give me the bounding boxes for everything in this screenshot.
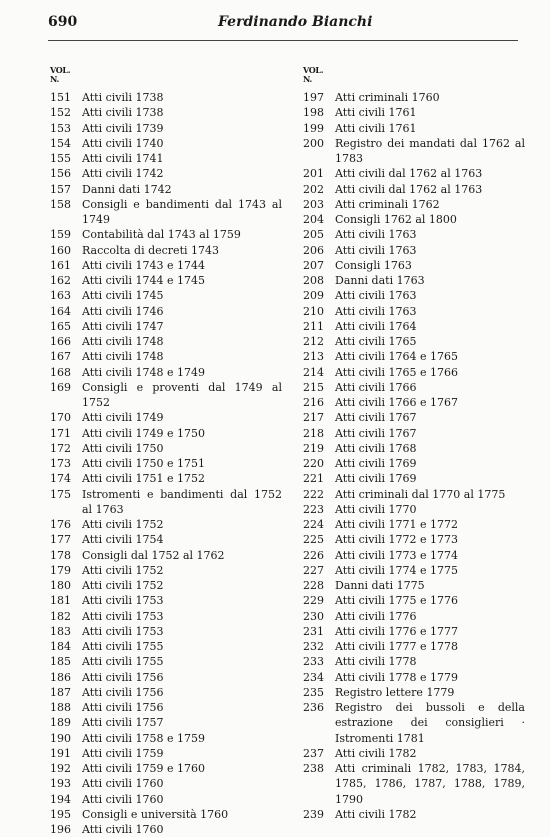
volume-number: 224 xyxy=(303,518,324,531)
volume-description: Atti civili 1765 e 1766 xyxy=(335,365,459,379)
volume-description: Atti civili 1747 xyxy=(82,319,164,333)
volume-number: 230 xyxy=(303,609,324,623)
inventory-entry xyxy=(50,136,282,151)
volume-number: 199 xyxy=(303,121,324,135)
inventory-entry xyxy=(50,822,282,837)
volume-description: Atti civili 1761 xyxy=(335,106,417,120)
column-head xyxy=(303,66,525,84)
volume-description: Atti civili 1763 xyxy=(335,228,417,242)
volume-description: Atti civili 1775 e 1776 xyxy=(335,594,459,608)
inventory-entry xyxy=(303,319,525,334)
volume-number: 191 xyxy=(50,746,71,760)
volume-number: 194 xyxy=(50,792,71,806)
volume-number: 179 xyxy=(50,563,71,577)
volume-description: Consigli 1762 al 1800 xyxy=(335,213,457,226)
column-head-vol: VOL. xyxy=(303,65,324,75)
volume-description: Atti civili 1764 xyxy=(335,319,417,333)
volume-description: Consigli e bandimenti dal 1743 al 1749 xyxy=(82,197,282,226)
volume-number: 208 xyxy=(303,274,324,287)
inventory-entry xyxy=(303,395,525,410)
inventory-entry xyxy=(303,365,525,380)
inventory-entry xyxy=(50,151,282,166)
volume-number: 221 xyxy=(303,472,324,486)
volume-number: 205 xyxy=(303,228,324,242)
volume-number: 152 xyxy=(50,106,71,120)
volume-description: Registro lettere 1779 xyxy=(335,685,455,699)
volume-description: Atti civili 1771 e 1772 xyxy=(335,518,459,531)
volume-description: Atti civili 1778 xyxy=(335,655,417,669)
volume-number: 219 xyxy=(303,441,324,455)
volume-number: 189 xyxy=(50,716,71,730)
volume-description: Atti criminali dal 1770 al 1775 xyxy=(335,487,506,501)
volume-description: Atti civili 1741 xyxy=(82,152,164,165)
volume-description: Atti civili 1738 xyxy=(82,106,164,120)
inventory-entry xyxy=(303,380,525,395)
inventory-entry xyxy=(303,563,525,578)
volume-description: Atti civili 1757 xyxy=(82,716,164,730)
volume-description: Atti civili 1758 e 1759 xyxy=(82,731,206,745)
volume-description: Atti civili 1767 xyxy=(335,411,417,425)
volume-description: Atti civili 1769 xyxy=(335,457,417,470)
volume-description: Atti civili 1773 e 1774 xyxy=(335,548,459,562)
volume-description: Atti civili 1739 xyxy=(82,121,164,135)
inventory-entry xyxy=(50,426,282,441)
volume-description: Atti civili 1782 xyxy=(335,807,417,821)
volume-description: Atti civili 1763 xyxy=(335,243,417,257)
volume-number: 163 xyxy=(50,289,71,303)
inventory-entry xyxy=(50,349,282,364)
volume-description: Atti civili 1753 xyxy=(82,594,164,608)
volume-number: 200 xyxy=(303,136,324,150)
volume-number: 220 xyxy=(303,457,324,470)
volume-number: 151 xyxy=(50,91,71,104)
inventory-entry xyxy=(303,471,525,486)
volume-description: Atti civili 1745 xyxy=(82,289,164,303)
inventory-entry xyxy=(303,105,525,120)
left-column xyxy=(50,66,282,837)
volume-number: 222 xyxy=(303,487,324,501)
column-head xyxy=(50,66,282,84)
inventory-entry xyxy=(50,288,282,303)
volume-description: Atti civili 1744 e 1745 xyxy=(82,274,206,287)
volume-number: 229 xyxy=(303,594,324,608)
right-column xyxy=(303,66,525,822)
inventory-entry xyxy=(303,227,525,242)
volume-number: 214 xyxy=(303,365,324,379)
volume-description: Atti civili dal 1762 al 1763 xyxy=(335,167,483,181)
volume-number: 201 xyxy=(303,167,324,181)
inventory-entry xyxy=(50,365,282,380)
inventory-entry xyxy=(50,563,282,578)
inventory-entry xyxy=(303,807,525,822)
volume-number: 173 xyxy=(50,457,71,470)
volume-description: Atti civili 1749 xyxy=(82,411,164,425)
inventory-entry xyxy=(50,90,282,105)
volume-number: 202 xyxy=(303,182,324,196)
volume-number: 157 xyxy=(50,182,71,196)
inventory-entry xyxy=(303,517,525,532)
inventory-entry xyxy=(303,670,525,685)
volume-description: Raccolta di decreti 1743 xyxy=(82,243,219,257)
volume-number: 166 xyxy=(50,335,71,348)
volume-description: Atti civili 1774 e 1775 xyxy=(335,563,459,577)
volume-description: Atti civili 1753 xyxy=(82,624,164,638)
volume-number: 153 xyxy=(50,121,71,135)
inventory-entry xyxy=(303,578,525,593)
volume-number: 159 xyxy=(50,228,71,242)
volume-number: 237 xyxy=(303,746,324,760)
volume-number: 162 xyxy=(50,274,71,287)
inventory-entry xyxy=(50,197,282,228)
volume-description: Danni dati 1775 xyxy=(335,579,425,592)
inventory-entry xyxy=(303,410,525,425)
volume-number: 238 xyxy=(303,762,324,775)
volume-number: 231 xyxy=(303,624,324,638)
volume-number: 158 xyxy=(50,197,71,211)
volume-number: 232 xyxy=(303,640,324,653)
volume-number: 190 xyxy=(50,731,71,745)
volume-description: Atti civili 1760 xyxy=(82,792,164,806)
volume-number: 228 xyxy=(303,579,324,592)
inventory-entry xyxy=(50,121,282,136)
volume-description: Atti criminali 1760 xyxy=(335,91,440,104)
inventory-entry xyxy=(50,654,282,669)
inventory-entry xyxy=(303,654,525,669)
volume-description: Atti civili 1750 xyxy=(82,441,164,455)
inventory-entry xyxy=(303,593,525,608)
volume-description: Consigli e università 1760 xyxy=(82,807,229,821)
inventory-entry xyxy=(303,212,525,227)
inventory-entry xyxy=(50,609,282,624)
volume-description: Atti civili 1752 xyxy=(82,579,164,592)
inventory-entry xyxy=(50,273,282,288)
inventory-entry xyxy=(50,166,282,181)
inventory-entry xyxy=(50,761,282,776)
inventory-entry xyxy=(50,243,282,258)
volume-number: 227 xyxy=(303,563,324,577)
volume-description: Atti civili 1749 e 1750 xyxy=(82,426,206,440)
volume-number: 196 xyxy=(50,823,71,836)
volume-description: Atti civili 1760 xyxy=(82,777,164,791)
volume-description: Atti civili 1769 xyxy=(335,472,417,486)
volume-description: Atti civili 1756 xyxy=(82,701,164,714)
volume-number: 181 xyxy=(50,594,71,608)
volume-description: Atti civili 1778 e 1779 xyxy=(335,670,459,684)
volume-description: Atti civili 1766 e 1767 xyxy=(335,396,459,409)
inventory-entry xyxy=(303,426,525,441)
volume-description: Atti civili 1770 xyxy=(335,502,417,516)
column-head-vol: VOL. xyxy=(50,65,71,75)
inventory-entry xyxy=(50,380,282,411)
inventory-entry xyxy=(303,273,525,288)
volume-number: 223 xyxy=(303,502,324,516)
volume-description: Atti civili 1782 xyxy=(335,746,417,760)
volume-number: 178 xyxy=(50,548,71,562)
volume-description: Atti civili 1768 xyxy=(335,441,417,455)
volume-number: 188 xyxy=(50,701,71,714)
volume-number: 195 xyxy=(50,807,71,821)
volume-number: 180 xyxy=(50,579,71,592)
volume-number: 226 xyxy=(303,548,324,562)
volume-description: Atti civili 1740 xyxy=(82,136,164,150)
volume-number: 155 xyxy=(50,152,71,165)
volume-description: Atti civili dal 1762 al 1763 xyxy=(335,182,483,196)
volume-number: 169 xyxy=(50,380,71,394)
volume-description: Atti civili 1748 xyxy=(82,350,164,364)
volume-number: 192 xyxy=(50,762,71,775)
volume-description: Atti civili 1756 xyxy=(82,685,164,699)
volume-description: Atti civili 1759 xyxy=(82,746,164,760)
header-rule xyxy=(48,40,518,41)
inventory-entry xyxy=(50,593,282,608)
inventory-entry xyxy=(50,578,282,593)
inventory-entry xyxy=(50,334,282,349)
inventory-entry xyxy=(50,746,282,761)
volume-description: Atti civili 1743 e 1744 xyxy=(82,258,206,272)
volume-description: Atti civili 1742 xyxy=(82,167,164,181)
volume-number: 154 xyxy=(50,136,71,150)
inventory-entry xyxy=(50,304,282,319)
volume-description: Atti civili 1753 xyxy=(82,609,164,623)
inventory-entry xyxy=(50,517,282,532)
volume-number: 156 xyxy=(50,167,71,181)
column-head-n: N. xyxy=(303,74,312,84)
volume-description: Atti civili 1765 xyxy=(335,335,417,348)
volume-number: 198 xyxy=(303,106,324,120)
volume-description: Atti civili 1761 xyxy=(335,121,417,135)
inventory-entry xyxy=(303,700,525,746)
inventory-entry xyxy=(50,639,282,654)
volume-description: Registro dei mandati dal 1762 al 1783 xyxy=(335,136,525,165)
volume-number: 193 xyxy=(50,777,71,791)
inventory-entry xyxy=(50,471,282,486)
volume-number: 218 xyxy=(303,426,324,440)
volume-number: 211 xyxy=(303,319,324,333)
volume-description: Atti civili 1755 xyxy=(82,655,164,669)
inventory-entry xyxy=(50,456,282,471)
inventory-entry xyxy=(303,746,525,761)
volume-number: 177 xyxy=(50,533,71,547)
volume-number: 160 xyxy=(50,243,71,257)
inventory-entry xyxy=(303,456,525,471)
volume-number: 168 xyxy=(50,365,71,379)
inventory-entry xyxy=(303,136,525,167)
inventory-entry xyxy=(303,288,525,303)
inventory-entry xyxy=(303,349,525,364)
volume-number: 213 xyxy=(303,350,324,364)
volume-description: Atti civili 1759 e 1760 xyxy=(82,762,206,775)
volume-number: 206 xyxy=(303,243,324,257)
volume-number: 172 xyxy=(50,441,71,455)
volume-description: Atti civili 1756 xyxy=(82,670,164,684)
volume-description: Atti criminali 1782, 1783, 1784, 1785, 1786, 1787, 1788, 1789, 1790 xyxy=(335,762,525,806)
volume-description: Atti civili 1752 xyxy=(82,518,164,531)
running-title: Ferdinando Bianchi xyxy=(218,14,373,30)
volume-description: Atti civili 1738 xyxy=(82,91,164,104)
volume-number: 203 xyxy=(303,197,324,211)
volume-number: 170 xyxy=(50,411,71,425)
volume-description: Consigli e proventi dal 1749 al 1752 xyxy=(82,380,282,409)
volume-number: 207 xyxy=(303,258,324,272)
inventory-entry xyxy=(303,90,525,105)
volume-number: 175 xyxy=(50,487,71,501)
volume-number: 235 xyxy=(303,685,324,699)
volume-number: 225 xyxy=(303,533,324,547)
volume-description: Danni dati 1742 xyxy=(82,182,172,196)
inventory-entry xyxy=(50,227,282,242)
volume-number: 185 xyxy=(50,655,71,669)
volume-number: 217 xyxy=(303,411,324,425)
volume-number: 182 xyxy=(50,609,71,623)
volume-description: Atti civili 1766 xyxy=(335,380,417,394)
volume-description: Atti civili 1751 e 1752 xyxy=(82,472,206,486)
inventory-entry xyxy=(303,182,525,197)
volume-description: Atti civili 1760 xyxy=(82,823,164,836)
volume-number: 161 xyxy=(50,258,71,272)
inventory-entry xyxy=(50,105,282,120)
volume-description: Danni dati 1763 xyxy=(335,274,425,287)
inventory-entry xyxy=(50,410,282,425)
volume-number: 210 xyxy=(303,304,324,318)
volume-description: Istromenti e bandimenti dal 1752 al 1763 xyxy=(82,487,282,516)
volume-description: Registro dei bussoli e della estrazione dei consiglieri · Istromenti 1781 xyxy=(335,701,525,745)
volume-description: Atti civili 1776 xyxy=(335,609,417,623)
volume-number: 164 xyxy=(50,304,71,318)
volume-description: Atti civili 1763 xyxy=(335,289,417,303)
inventory-entry xyxy=(303,609,525,624)
inventory-entry xyxy=(303,166,525,181)
volume-number: 197 xyxy=(303,91,324,104)
volume-description: Contabilità dal 1743 al 1759 xyxy=(82,228,241,242)
volume-description: Consigli dal 1752 al 1762 xyxy=(82,548,225,562)
inventory-entry xyxy=(303,258,525,273)
inventory-entry xyxy=(303,685,525,700)
page-header xyxy=(48,14,518,40)
volume-description: Atti civili 1755 xyxy=(82,640,164,653)
inventory-entry xyxy=(50,731,282,746)
inventory-entry xyxy=(303,548,525,563)
inventory-entry xyxy=(50,776,282,791)
volume-number: 171 xyxy=(50,426,71,440)
volume-description: Atti civili 1767 xyxy=(335,426,417,440)
volume-number: 186 xyxy=(50,670,71,684)
volume-description: Atti criminali 1762 xyxy=(335,197,440,211)
inventory-entry xyxy=(303,334,525,349)
volume-number: 234 xyxy=(303,670,324,684)
volume-description: Atti civili 1772 e 1773 xyxy=(335,533,459,547)
inventory-entry xyxy=(303,441,525,456)
volume-description: Atti civili 1748 e 1749 xyxy=(82,365,206,379)
volume-description: Atti civili 1776 e 1777 xyxy=(335,624,459,638)
volume-number: 174 xyxy=(50,472,71,486)
volume-description: Atti civili 1777 e 1778 xyxy=(335,640,459,653)
inventory-entry xyxy=(303,532,525,547)
volume-number: 233 xyxy=(303,655,324,669)
inventory-entry xyxy=(50,319,282,334)
inventory-entry xyxy=(50,258,282,273)
inventory-entry xyxy=(50,700,282,715)
volume-number: 167 xyxy=(50,350,71,364)
volume-number: 209 xyxy=(303,289,324,303)
inventory-entry xyxy=(50,715,282,730)
inventory-entry xyxy=(303,304,525,319)
inventory-entry xyxy=(50,441,282,456)
inventory-entry xyxy=(303,502,525,517)
volume-number: 176 xyxy=(50,518,71,531)
inventory-entry xyxy=(50,792,282,807)
inventory-entry xyxy=(303,243,525,258)
volume-description: Atti civili 1764 e 1765 xyxy=(335,350,459,364)
volume-description: Atti civili 1746 xyxy=(82,304,164,318)
volume-description: Atti civili 1748 xyxy=(82,335,164,348)
inventory-entry xyxy=(50,532,282,547)
inventory-entry xyxy=(303,761,525,807)
volume-number: 183 xyxy=(50,624,71,638)
page-number: 690 xyxy=(48,14,78,30)
volume-number: 239 xyxy=(303,807,324,821)
inventory-entry xyxy=(50,807,282,822)
volume-number: 187 xyxy=(50,685,71,699)
inventory-entry xyxy=(303,639,525,654)
volume-number: 184 xyxy=(50,640,71,653)
inventory-entry xyxy=(50,182,282,197)
volume-description: Consigli 1763 xyxy=(335,258,412,272)
inventory-entry xyxy=(303,121,525,136)
volume-description: Atti civili 1750 e 1751 xyxy=(82,457,206,470)
volume-number: 215 xyxy=(303,380,324,394)
volume-number: 204 xyxy=(303,213,324,226)
volume-number: 212 xyxy=(303,335,324,348)
volume-description: Atti civili 1763 xyxy=(335,304,417,318)
inventory-entry xyxy=(50,670,282,685)
volume-number: 165 xyxy=(50,319,71,333)
inventory-entry xyxy=(303,487,525,502)
volume-number: 216 xyxy=(303,396,324,409)
inventory-entry xyxy=(50,548,282,563)
inventory-entry xyxy=(303,624,525,639)
volume-description: Atti civili 1752 xyxy=(82,563,164,577)
inventory-entry xyxy=(303,197,525,212)
inventory-entry xyxy=(50,487,282,518)
inventory-entry xyxy=(50,624,282,639)
inventory-entry xyxy=(50,685,282,700)
volume-number: 236 xyxy=(303,701,324,714)
column-head-n: N. xyxy=(50,74,59,84)
volume-description: Atti civili 1754 xyxy=(82,533,164,547)
